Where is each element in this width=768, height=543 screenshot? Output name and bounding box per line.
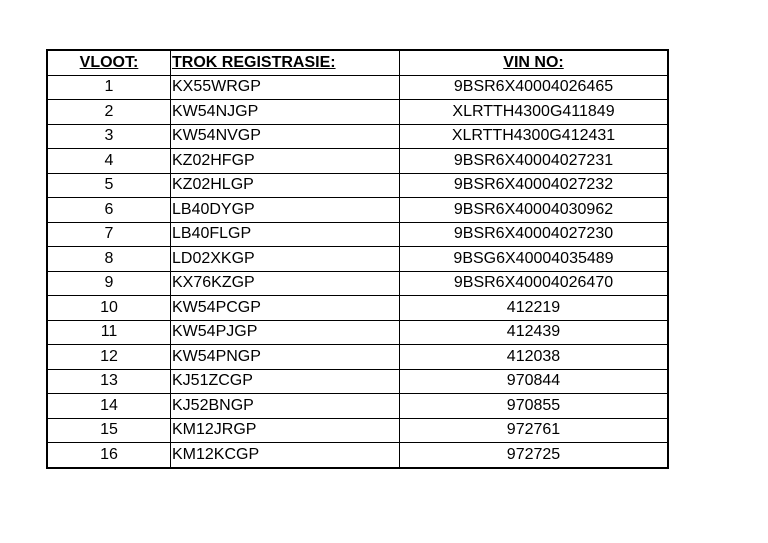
registration-cell: KM12JRGP [171,418,400,443]
vin-cell: 9BSR6X40004026465 [400,75,669,100]
header-fleet: VLOOT: [47,50,171,75]
registration-cell: KW54NJGP [171,100,400,125]
vin-cell: 9BSG6X40004035489 [400,247,669,272]
fleet-number-cell: 6 [47,198,171,223]
vin-cell: 972761 [400,418,669,443]
vin-cell: 970855 [400,394,669,419]
fleet-number-cell: 15 [47,418,171,443]
table-row [47,271,668,296]
fleet-number-cell: 7 [47,222,171,247]
table-row [47,296,668,321]
registration-cell: KZ02HLGP [171,173,400,198]
fleet-number-cell: 8 [47,247,171,272]
table-row [47,75,668,100]
table-row [47,173,668,198]
fleet-number-cell: 11 [47,320,171,345]
registration-cell: KJ51ZCGP [171,369,400,394]
table-row [47,443,668,468]
table-row [47,247,668,272]
table-row [47,100,668,125]
table-row [47,198,668,223]
vin-cell: 9BSR6X40004027231 [400,149,669,174]
fleet-number-cell: 9 [47,271,171,296]
fleet-number-cell: 16 [47,443,171,468]
fleet-number-cell: 5 [47,173,171,198]
vin-cell: 9BSR6X40004030962 [400,198,669,223]
table-row [47,345,668,370]
registration-cell: KJ52BNGP [171,394,400,419]
fleet-number-cell: 12 [47,345,171,370]
table-row [47,124,668,149]
registration-cell: LB40FLGP [171,222,400,247]
vin-cell: XLRTTH4300G411849 [400,100,669,125]
registration-cell: KX76KZGP [171,271,400,296]
registration-cell: LB40DYGP [171,198,400,223]
registration-cell: KM12KCGP [171,443,400,468]
fleet-number-cell: 4 [47,149,171,174]
fleet-table [46,49,669,469]
fleet-number-cell: 3 [47,124,171,149]
vin-cell: 9BSR6X40004027232 [400,173,669,198]
registration-cell: KW54PJGP [171,320,400,345]
table-body [47,75,668,468]
fleet-number-cell: 14 [47,394,171,419]
table-header [47,50,668,75]
fleet-number-cell: 2 [47,100,171,125]
vin-cell: 972725 [400,443,669,468]
vin-cell: 970844 [400,369,669,394]
table-row [47,149,668,174]
vin-cell: 9BSR6X40004026470 [400,271,669,296]
table-row [47,222,668,247]
registration-cell: KW54PNGP [171,345,400,370]
table-row [47,320,668,345]
fleet-number-cell: 13 [47,369,171,394]
vin-cell: 412038 [400,345,669,370]
table-row [47,418,668,443]
fleet-number-cell: 10 [47,296,171,321]
header-registration: TROK REGISTRASIE: [171,50,400,75]
vin-cell: 412439 [400,320,669,345]
table-row [47,394,668,419]
registration-cell: KZ02HFGP [171,149,400,174]
vin-cell: 412219 [400,296,669,321]
registration-cell: KX55WRGP [171,75,400,100]
header-vin: VIN NO: [400,50,669,75]
registration-cell: KW54NVGP [171,124,400,149]
vin-cell: XLRTTH4300G412431 [400,124,669,149]
fleet-number-cell: 1 [47,75,171,100]
registration-cell: KW54PCGP [171,296,400,321]
table-row [47,369,668,394]
header-row [47,50,668,75]
registration-cell: LD02XKGP [171,247,400,272]
vin-cell: 9BSR6X40004027230 [400,222,669,247]
